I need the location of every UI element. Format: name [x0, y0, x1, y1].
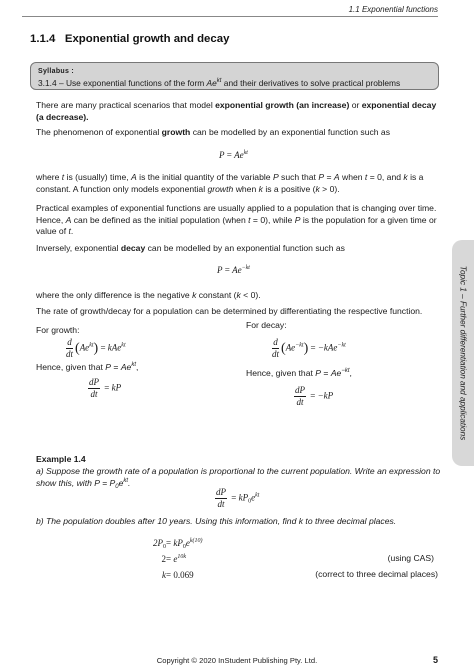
where-text-7: such that — [278, 172, 319, 182]
step1-rhs-text: kP — [173, 538, 183, 548]
step1-lhs — [153, 537, 166, 549]
syllabus-label: Syllabus : — [38, 68, 75, 75]
growth-eq-equals: = — [224, 150, 235, 160]
where-neg-text-3: constant ( — [196, 290, 237, 300]
where-growth-word: growth — [207, 183, 234, 194]
growth-hence-var: P — [105, 362, 112, 372]
qb-text-end: to three decimal places. — [303, 516, 397, 526]
qa-exp: kt — [123, 477, 129, 484]
decay-rhs-base: −kAe — [317, 342, 338, 353]
practical-paragraph — [36, 203, 442, 238]
growth-hence-comma: , — [136, 362, 139, 372]
step3-rhs-text: 0.069 — [173, 570, 194, 580]
where-var-k3: k — [315, 183, 320, 194]
step2-e: e — [173, 554, 178, 564]
decay-hence-exp: −kt — [341, 368, 350, 374]
decay-ddt-num: d — [273, 337, 278, 347]
growth-dpdt-num: dP — [89, 377, 99, 387]
decay-intro-text: Inversely, exponential — [36, 243, 121, 253]
qa-sub-0: 0 — [115, 483, 119, 490]
decay-hence-equals: = — [321, 368, 331, 378]
where-text-17: when — [233, 183, 259, 194]
where-var-p2: P — [318, 172, 325, 182]
decay-dpdt-den: dt — [296, 396, 304, 407]
growth-result-value: kP — [111, 382, 122, 393]
where-neg-var-k2: k — [236, 290, 241, 300]
practical-text-7: is the population for a given time or value of — [36, 214, 437, 237]
decay-intro-text-end: can be modelled by an exponential function such as — [145, 243, 345, 253]
growth-hence-base: Ae — [120, 362, 132, 372]
ans-a-sub: 0 — [248, 498, 252, 505]
decay-inner-base: Ae — [285, 342, 296, 353]
practical-var-t: t — [248, 214, 251, 225]
step1-rhs-sub: 0 — [182, 544, 186, 550]
step1-rhs — [166, 537, 203, 549]
growth-ddt-den: dt — [66, 348, 74, 359]
decay-result-value: −kP — [317, 390, 334, 401]
section-heading: Exponential growth and decay — [64, 33, 230, 45]
qa-period: . — [128, 477, 131, 488]
decay-derivative-eq — [270, 338, 346, 359]
step3-note: (correct to three decimal places) — [315, 569, 438, 579]
growth-hence-exp: kt — [131, 362, 136, 368]
section-title — [30, 32, 229, 48]
decay-rhs-exp: −kt — [337, 342, 346, 349]
step2-equals: = — [166, 554, 174, 564]
step1-equals: = — [166, 538, 174, 548]
growth-model-term: growth — [161, 127, 191, 137]
rate-paragraph: The rate of growth/decay for a population can be determined by differentiating the respective function. — [36, 306, 423, 316]
syllabus-text — [38, 78, 431, 89]
step3-equals: = — [166, 570, 174, 580]
practical-text-3: can be defined as the initial population (when — [71, 214, 249, 225]
step1-lhs-text: 2P — [153, 538, 163, 548]
growth-inner-base: Ae — [79, 342, 90, 353]
practical-var-a: A — [65, 214, 72, 225]
decay-dpdt-fraction — [294, 386, 306, 407]
step3-rhs — [166, 569, 194, 581]
practical-var-p: P — [294, 214, 301, 225]
where-text-19: is a positive ( — [262, 183, 316, 194]
decay-equation — [217, 264, 250, 276]
where-var-t2: t — [364, 172, 368, 182]
ans-a-fraction — [215, 488, 227, 509]
growth-ddt-fraction — [66, 338, 73, 359]
header-rule — [22, 16, 438, 17]
decay-hence-text: Hence, given that — [246, 368, 316, 378]
growth-derivative-eq — [64, 338, 126, 359]
where-paragraph — [36, 172, 442, 195]
growth-paren-close: ) — [93, 341, 99, 357]
decay-ddt-fraction — [272, 338, 279, 359]
qa-var-p: P — [94, 477, 100, 488]
where-text-3: is (usually) time, — [64, 172, 132, 182]
growth-eq-exp: kt — [243, 150, 248, 156]
decay-result-equals: = — [308, 390, 318, 401]
growth-model-paragraph — [36, 127, 442, 139]
growth-equation — [219, 149, 248, 161]
qa-equals: = — [99, 477, 110, 488]
step1-exp: k(10) — [189, 538, 203, 544]
ans-a-equals: = — [229, 492, 239, 503]
intro-growth-term: exponential growth (an increase) — [215, 100, 350, 110]
growth-model-text: The phenomenon of exponential — [36, 127, 162, 137]
qb-text: b) The population doubles after 10 years. Using this information, find — [36, 516, 299, 526]
where-neg-var-k: k — [192, 290, 197, 300]
step3-lhs-text: k — [162, 570, 166, 580]
growth-eq-lhs: P — [219, 150, 225, 160]
growth-dpdt-den: dt — [90, 388, 98, 399]
where-var-k2: k — [258, 183, 263, 194]
step2-exp: 10k — [177, 554, 186, 560]
where-var-t: t — [61, 172, 65, 182]
step1-e: e — [185, 538, 190, 548]
ans-a-rhs: kP — [238, 492, 249, 503]
decay-result-eq — [292, 386, 333, 407]
running-head: 1.1 Exponential functions — [348, 5, 438, 14]
decay-hence-base: Ae — [330, 368, 342, 378]
where-text-1: where — [36, 172, 62, 182]
step1-lhs-sub: 0 — [163, 544, 166, 550]
decay-intro-term: decay — [120, 243, 146, 253]
step2-rhs — [166, 553, 186, 565]
growth-result-eq — [86, 378, 121, 399]
decay-rhs-equals: = — [308, 342, 318, 353]
growth-model-text-end: can be modelled by an exponential function such as — [190, 127, 391, 137]
growth-hence-text: Hence, given that — [36, 362, 106, 372]
qb-var-k: k — [298, 516, 304, 526]
ans-a-exp: kt — [255, 492, 260, 499]
ans-a-den: dt — [217, 498, 225, 509]
decay-label: For decay: — [246, 320, 287, 330]
where-text-11: when — [339, 172, 365, 182]
step2-lhs: 2 — [161, 554, 166, 564]
decay-eq-base: Ae — [232, 265, 242, 275]
growth-label: For growth: — [36, 325, 80, 335]
syllabus-text-after: and their derivatives to solve practical problems — [221, 77, 401, 88]
syllabus-expr-base: Ae — [206, 77, 217, 88]
where-text-9: = — [324, 172, 334, 182]
qa-var-p0: P — [109, 477, 116, 488]
syllabus-box — [30, 62, 439, 90]
growth-inner-exp: kt — [89, 342, 94, 349]
syllabus-expr-exp: kt — [216, 77, 222, 84]
where-neg-text-1: where the only difference is the negative — [36, 290, 193, 300]
growth-dpdt-fraction — [88, 378, 100, 399]
practical-text-5: = 0), while — [250, 214, 295, 225]
decay-paren-open: ( — [281, 341, 286, 357]
decay-hence-comma: , — [349, 368, 352, 378]
decay-hence-var: P — [315, 368, 322, 378]
footer-copyright: Copyright © 2020 InStudent Publishing Pty. Ltd. — [156, 656, 318, 665]
example-answer-a — [213, 488, 259, 509]
decay-dpdt-num: dP — [295, 385, 305, 395]
qa-e: e — [118, 477, 124, 488]
decay-eq-exp: −kt — [241, 265, 250, 271]
decay-inner-exp: −kt — [295, 342, 304, 349]
where-negative-paragraph — [36, 290, 442, 302]
decay-hence — [246, 368, 352, 380]
syllabus-text-before: 3.1.4 – Use exponential functions of the form — [38, 77, 207, 88]
decay-intro-paragraph — [36, 243, 442, 255]
where-text-5: is the initial quantity of the variable — [136, 172, 273, 182]
growth-paren-open: ( — [75, 341, 80, 357]
where-text-13: = 0, and — [367, 172, 404, 182]
where-text-15: is a constant. A function only models exponential — [36, 172, 424, 194]
intro-paragraph — [36, 100, 442, 123]
step2-note: (using CAS) — [387, 553, 434, 563]
growth-eq-base: Ae — [234, 150, 244, 160]
practical-text-9: . — [70, 226, 74, 237]
where-var-k: k — [403, 172, 408, 182]
side-tab-label: Topic 1 – Further differentiation and applications — [458, 265, 468, 441]
qa-text: a) Suppose the growth rate of a population is proportional to the current population. Write an expression to show this, with — [36, 466, 441, 488]
example-question-a — [36, 466, 442, 489]
where-var-a2: A — [333, 172, 340, 182]
intro-decay-term: exponential decay (a decrease). — [36, 100, 437, 122]
example-title: Example 1.4 — [36, 454, 86, 464]
section-number: 1.1.4 — [30, 33, 56, 45]
ans-a-e: e — [251, 492, 256, 503]
page-number: 5 — [432, 655, 438, 665]
example-question-b — [36, 516, 442, 528]
growth-rhs-exp: kt — [121, 342, 126, 349]
growth-result-equals: = — [102, 382, 112, 393]
intro-text: There are many practical scenarios that model — [36, 100, 216, 110]
practical-text-1: Practical examples of exponential functions are usually applied to a population that is changing over time. Hence, — [36, 203, 437, 225]
practical-var-t2: t — [68, 226, 71, 237]
growth-hence-equals: = — [111, 362, 121, 372]
growth-rhs-equals: = — [98, 342, 108, 353]
growth-hence — [36, 362, 138, 374]
growth-ddt-num: d — [67, 337, 72, 347]
intro-or: or — [349, 100, 362, 110]
where-var-a: A — [131, 172, 137, 182]
decay-eq-equals: = — [222, 265, 233, 275]
where-text-21: > 0). — [319, 183, 340, 194]
ans-a-num: dP — [216, 487, 226, 497]
decay-ddt-den: dt — [272, 348, 280, 359]
where-var-p: P — [272, 172, 279, 182]
decay-eq-lhs: P — [217, 265, 223, 275]
where-neg-text-5: < 0). — [240, 290, 261, 300]
decay-paren-close: ) — [303, 341, 309, 357]
growth-rhs-base: kAe — [107, 342, 122, 353]
